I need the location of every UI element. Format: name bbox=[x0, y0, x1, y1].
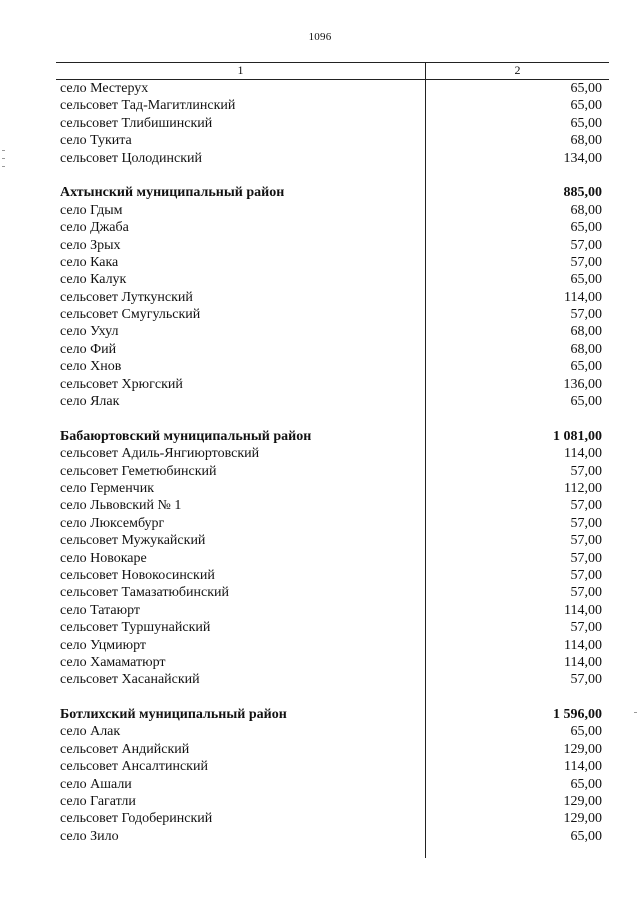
settlement-name: село Калук bbox=[60, 272, 127, 288]
settlement-value: 57,00 bbox=[570, 463, 602, 479]
settlement-name: сельсовет Тлибишинский bbox=[60, 115, 213, 131]
table-row bbox=[56, 115, 609, 132]
settlement-value: 65,00 bbox=[570, 828, 602, 844]
settlement-value: 57,00 bbox=[570, 620, 602, 636]
margin-speck bbox=[634, 712, 637, 713]
settlement-value: 57,00 bbox=[570, 498, 602, 514]
settlement-name: сельсовет Тамазатюбинский bbox=[60, 585, 230, 601]
settlement-name: сельсовет Цолодинский bbox=[60, 150, 202, 166]
settlement-value: 68,00 bbox=[570, 324, 602, 340]
table-row bbox=[56, 619, 609, 636]
table-row bbox=[56, 480, 609, 497]
table-row bbox=[56, 306, 609, 323]
settlement-value: 65,00 bbox=[570, 776, 602, 792]
district-total: 1 081,00 bbox=[553, 428, 602, 444]
settlement-value: 65,00 bbox=[570, 724, 602, 740]
settlement-name: село Ялак bbox=[60, 394, 120, 410]
table-row bbox=[56, 132, 609, 149]
settlement-name: сельсовет Андийский bbox=[60, 741, 190, 757]
settlement-value: 136,00 bbox=[563, 376, 602, 392]
settlement-name: сельсовет Тад-Магитлинский bbox=[60, 98, 236, 114]
settlement-value: 65,00 bbox=[570, 394, 602, 410]
table-row bbox=[56, 219, 609, 236]
settlement-name: село Гдым bbox=[60, 202, 123, 218]
settlement-name: село Алак bbox=[60, 724, 121, 740]
table-row bbox=[56, 828, 609, 845]
settlement-name: сельсовет Адиль-Янгиюртовский bbox=[60, 446, 260, 462]
settlement-value: 68,00 bbox=[570, 341, 602, 357]
settlement-name: село Новокаре bbox=[60, 550, 147, 566]
settlement-name: сельсовет Годоберинский bbox=[60, 811, 213, 827]
district-row bbox=[56, 184, 609, 201]
section-spacer bbox=[56, 689, 609, 706]
settlement-value: 114,00 bbox=[564, 602, 602, 618]
settlement-name: село Ашали bbox=[60, 776, 132, 792]
table-row bbox=[56, 97, 609, 114]
settlement-value: 129,00 bbox=[563, 811, 602, 827]
settlement-name: село Ухул bbox=[60, 324, 119, 340]
settlement-name: село Местерух bbox=[60, 81, 149, 96]
settlement-value: 57,00 bbox=[570, 307, 602, 323]
allocation-table bbox=[56, 62, 609, 845]
settlement-value: 65,00 bbox=[570, 220, 602, 236]
district-row bbox=[56, 706, 609, 723]
settlement-value: 114,00 bbox=[564, 446, 602, 462]
settlement-name: сельсовет Хасанайский bbox=[60, 672, 200, 688]
district-total: 885,00 bbox=[563, 185, 602, 201]
table-row bbox=[56, 237, 609, 254]
table-row bbox=[56, 323, 609, 340]
settlement-name: сельсовет Ансалтинский bbox=[60, 759, 208, 775]
settlement-name: село Хамаматюрт bbox=[60, 654, 166, 670]
table-row bbox=[56, 445, 609, 462]
settlement-value: 68,00 bbox=[570, 133, 602, 149]
settlement-name: село Зило bbox=[60, 828, 119, 844]
table-row bbox=[56, 254, 609, 271]
settlement-name: село Гагатли bbox=[60, 794, 136, 810]
settlement-value: 65,00 bbox=[570, 359, 602, 375]
settlement-name: сельсовет Хрюгский bbox=[60, 376, 183, 392]
settlement-value: 134,00 bbox=[563, 150, 602, 166]
settlement-name: сельсовет Луткунский bbox=[60, 289, 193, 305]
header-col-1: 1 bbox=[56, 63, 426, 79]
settlement-name: село Тукита bbox=[60, 133, 132, 149]
settlement-value: 57,00 bbox=[570, 237, 602, 253]
table-row bbox=[56, 654, 609, 671]
table-row bbox=[56, 463, 609, 480]
table-row bbox=[56, 758, 609, 775]
settlement-name: село Львовский № 1 bbox=[60, 498, 182, 514]
table-row bbox=[56, 567, 609, 584]
district-name: Ахтынский муниципальный район bbox=[60, 185, 285, 201]
settlement-value: 65,00 bbox=[570, 272, 602, 288]
settlement-name: село Фий bbox=[60, 341, 117, 357]
table-row bbox=[56, 376, 609, 393]
settlement-value: 114,00 bbox=[564, 637, 602, 653]
settlement-value: 114,00 bbox=[564, 654, 602, 670]
settlement-name: сельсовет Смугульский bbox=[60, 307, 201, 323]
settlement-value: 57,00 bbox=[570, 550, 602, 566]
district-total: 1 596,00 bbox=[553, 707, 602, 723]
settlement-value: 68,00 bbox=[570, 202, 602, 218]
margin-speck bbox=[2, 150, 5, 151]
table-row bbox=[56, 793, 609, 810]
table-row bbox=[56, 810, 609, 827]
section-spacer bbox=[56, 167, 609, 184]
settlement-value: 65,00 bbox=[570, 115, 602, 131]
table-row bbox=[56, 271, 609, 288]
district-row bbox=[56, 428, 609, 445]
table-row bbox=[56, 497, 609, 514]
settlement-name: сельсовет Новокосинский bbox=[60, 567, 215, 583]
settlement-value: 65,00 bbox=[570, 81, 602, 96]
settlement-name: село Зрых bbox=[60, 237, 121, 253]
table-row bbox=[56, 723, 609, 740]
table-row bbox=[56, 289, 609, 306]
section-spacer bbox=[56, 410, 609, 427]
table-row bbox=[56, 393, 609, 410]
settlement-name: сельсовет Туршунайский bbox=[60, 620, 211, 636]
settlement-value: 114,00 bbox=[564, 759, 602, 775]
settlement-name: сельсовет Мужукайский bbox=[60, 533, 206, 549]
settlement-name: сельсовет Геметюбинский bbox=[60, 463, 217, 479]
settlement-name: село Джаба bbox=[60, 220, 129, 236]
table-header bbox=[56, 62, 609, 80]
table-row bbox=[56, 741, 609, 758]
settlement-name: село Татаюрт bbox=[60, 602, 141, 618]
table-row bbox=[56, 637, 609, 654]
settlement-value: 57,00 bbox=[570, 533, 602, 549]
table-row bbox=[56, 358, 609, 375]
settlement-name: село Кака bbox=[60, 254, 119, 270]
settlement-value: 65,00 bbox=[570, 98, 602, 114]
table-row bbox=[56, 515, 609, 532]
settlement-value: 57,00 bbox=[570, 254, 602, 270]
table-row bbox=[56, 532, 609, 549]
table-row bbox=[56, 150, 609, 167]
settlement-name: село Люксембург bbox=[60, 515, 165, 531]
district-name: Ботлихский муниципальный район bbox=[60, 707, 287, 723]
settlement-value: 129,00 bbox=[563, 794, 602, 810]
settlement-value: 57,00 bbox=[570, 672, 602, 688]
settlement-name: село Хнов bbox=[60, 359, 122, 375]
table-row bbox=[56, 671, 609, 688]
settlement-name: село Уцмиюрт bbox=[60, 637, 147, 653]
table-row bbox=[56, 602, 609, 619]
margin-speck bbox=[2, 158, 5, 159]
settlement-value: 57,00 bbox=[570, 515, 602, 531]
table-row bbox=[56, 776, 609, 793]
table-row bbox=[56, 202, 609, 219]
table-row bbox=[56, 550, 609, 567]
page-number: 1096 bbox=[308, 31, 332, 43]
settlement-value: 129,00 bbox=[563, 741, 602, 757]
header-col-2: 2 bbox=[514, 63, 521, 77]
table-row bbox=[56, 341, 609, 358]
table-row bbox=[56, 584, 609, 601]
settlement-value: 57,00 bbox=[570, 567, 602, 583]
district-name: Бабаюртовский муниципальный район bbox=[60, 428, 312, 444]
settlement-value: 57,00 bbox=[570, 585, 602, 601]
settlement-name: село Герменчик bbox=[60, 480, 155, 496]
settlement-value: 114,00 bbox=[564, 289, 602, 305]
margin-speck bbox=[2, 166, 5, 167]
table-row bbox=[56, 80, 609, 97]
table-body bbox=[56, 80, 609, 845]
settlement-value: 112,00 bbox=[564, 480, 602, 496]
